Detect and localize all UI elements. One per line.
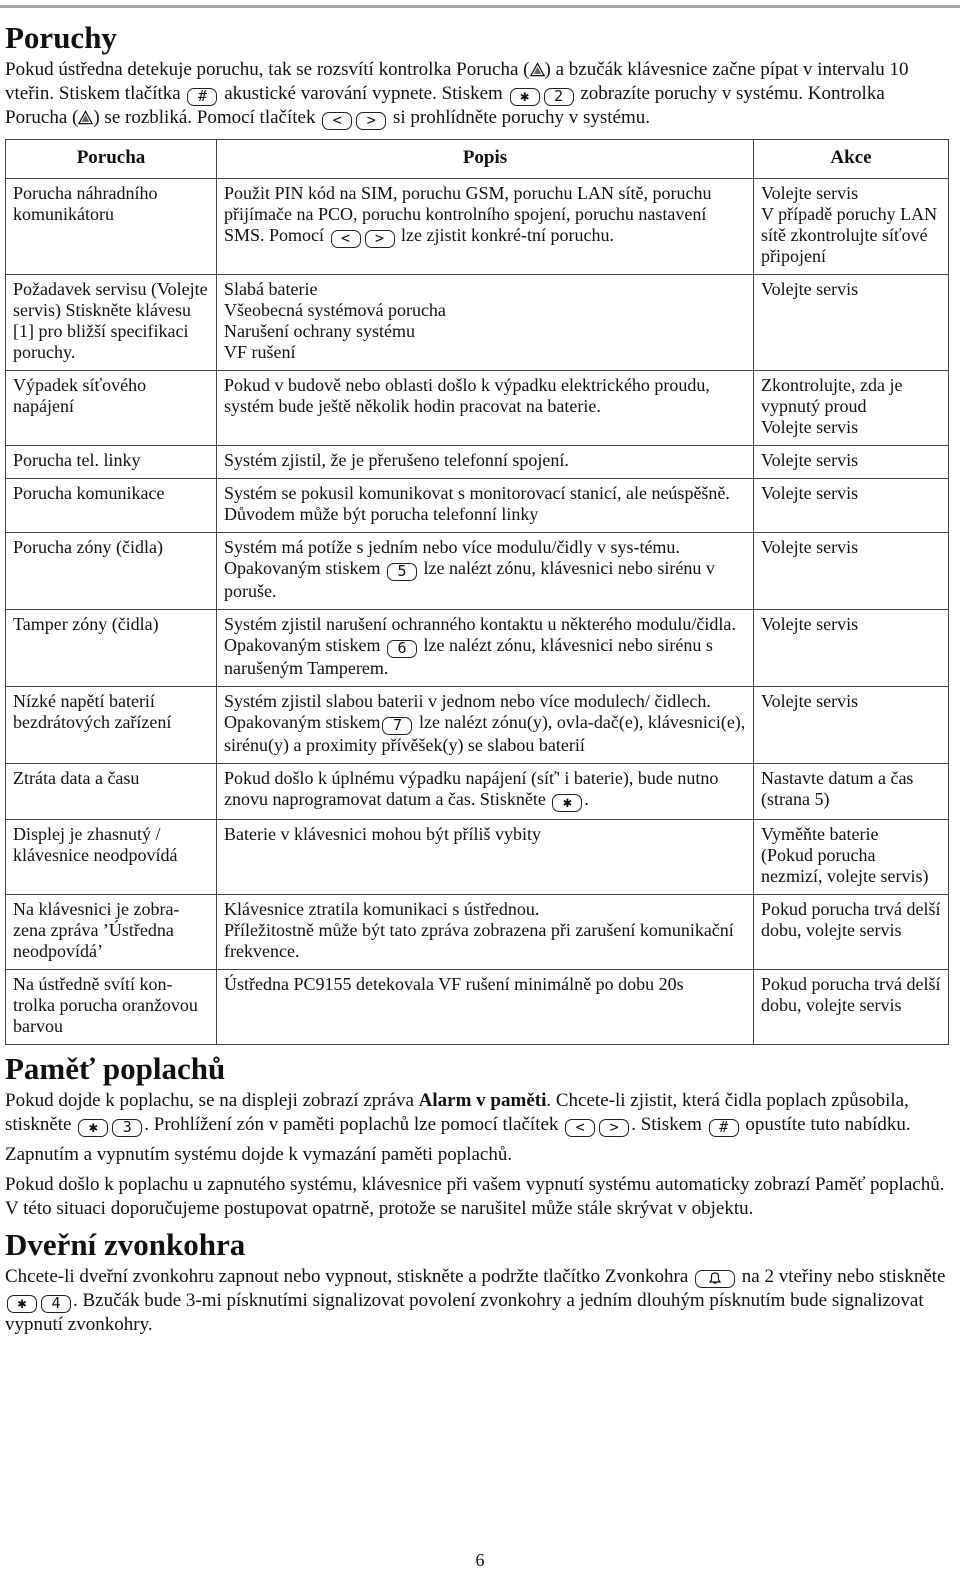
table-row — [6, 533, 949, 610]
table-row — [6, 446, 949, 479]
star-key-icon: ✱ — [552, 794, 582, 812]
table-row — [6, 970, 949, 1045]
header-porucha: Porucha — [6, 140, 217, 179]
description-cell: Systém zjistil slabou baterii v jednom nebo více modulech/ čidlech. Opakovaným stiskem 7 lze nalézt zónu(y), ovla-dač(e), klávesnici(e), sirénu(y) a proximity přívěšek(y) se slabou baterií — [217, 687, 754, 764]
fault-cell: Na klávesnici je zobra-zena zpráva ’Ústředna neodpovídá’ — [6, 895, 217, 970]
table-row — [6, 179, 949, 275]
description-cell: Ústředna PC9155 detekovala VF rušení minimálně po dobu 20s — [217, 970, 754, 1045]
alarm-memory-paragraph-2: Zapnutím a vypnutím systému dojde k vymazání paměti poplachů. — [5, 1144, 513, 1165]
warning-triangle-icon — [530, 62, 545, 77]
action-cell: Volejte servis V případě poruchy LAN sítě zkontrolujte síťové připojení — [754, 179, 949, 275]
action-cell: Volejte servis — [754, 446, 949, 479]
action-cell: Volejte servis — [754, 687, 949, 764]
table-row — [6, 764, 949, 820]
chime-bell-key-icon — [695, 1270, 735, 1288]
left-arrow-key-icon: < — [331, 230, 361, 248]
table-row — [6, 895, 949, 970]
document-page — [5, 14, 951, 1337]
section-title-pamet-poplachu: Paměť poplachů — [5, 1051, 226, 1086]
key-7-icon: 7 — [382, 717, 412, 735]
table-row — [6, 479, 949, 533]
left-arrow-key-icon: < — [322, 112, 352, 130]
fault-cell: Na ústředně svítí kon-trolka porucha oranžovou barvou — [6, 970, 217, 1045]
fault-cell: Nízké napětí baterií bezdrátových zařízení — [6, 687, 217, 764]
top-rule — [0, 5, 960, 8]
fault-cell: Porucha komunikace — [6, 479, 217, 533]
fault-table — [5, 139, 949, 1045]
fault-cell: Porucha zóny (čidla) — [6, 533, 217, 610]
table-row — [6, 820, 949, 895]
description-cell: Pokud došlo k úplnému výpadku napájení (síť' i baterie), bude nutno znovu naprogramovat datum a čas. Stiskněte ✱ . — [217, 764, 754, 820]
description-cell: Systém zjistil narušení ochranného kontaktu u některého modulu/čidla. Opakovaným stiskem 6 lze nalézt zónu, klávesnici nebo sirénu s narušeným Tamperem. — [217, 610, 754, 687]
right-arrow-key-icon: > — [599, 1119, 629, 1137]
hash-key-icon: # — [187, 88, 217, 106]
action-cell: Pokud porucha trvá delší dobu, volejte servis — [754, 895, 949, 970]
action-cell: Volejte servis — [754, 275, 949, 371]
description-cell: Použit PIN kód na SIM, poruchu GSM, poruchu LAN sítě, poruchu přijímače na PCO, poruchu kontrolního spojení, poruchu nastavení SMS. Pomocí < > lze zjistit konkré-tní poruchu. — [217, 179, 754, 275]
key-5-icon: 5 — [387, 563, 417, 581]
star-key-icon: ✱ — [78, 1119, 108, 1137]
key-2-icon: 2 — [544, 88, 574, 106]
right-arrow-key-icon: > — [356, 112, 386, 130]
alarm-memory-paragraph-1: Pokud dojde k poplachu, se na displeji zobrazí zpráva Alarm v paměti. Chcete-li zjistit, která čidla poplach způsobila, stiskněte ✱ 3 . Prohlížení zón v paměti poplachů lze pomocí tlačítek < > . Stiskem # opustíte tuto nabídku. — [5, 1090, 911, 1136]
action-cell: Volejte servis — [754, 479, 949, 533]
fault-table-header — [6, 140, 949, 179]
description-cell: Systém se pokusil komunikovat s monitorovací stanicí, ale neúspěšně. Důvodem může být porucha telefonní linky — [217, 479, 754, 533]
description-cell: Systém má potíže s jedním nebo více modulu/čidly v sys-tému. Opakovaným stiskem 5 lze nalézt zónu, klávesnici nebo sirénu v poruše. — [217, 533, 754, 610]
fault-cell: Požadavek servisu (Volejte servis) Stiskněte klávesu [1] pro bližší specifikaci poruchy. — [6, 275, 217, 371]
star-key-icon: ✱ — [510, 88, 540, 106]
key-4-icon: 4 — [41, 1295, 71, 1313]
poruchy-intro: Pokud ústředna detekuje poruchu, tak se rozsvítí kontrolka Porucha ( ) a bzučák klávesnice začne pípat v intervalu 10 vteřin. Stiskem tlačítka # akustické varování vypnete. Stiskem ✱ 2 zobrazíte poruchy v systému. Kontrolka Porucha ( ) se rozbliká. Pomocí tlačítek < > si prohlídněte poruchy v systému. — [5, 59, 909, 129]
description-cell: Systém zjistil, že je přerušeno telefonní spojení. — [217, 446, 754, 479]
description-cell: Baterie v klávesnici mohou být příliš vybity — [217, 820, 754, 895]
table-row — [6, 371, 949, 446]
header-akce: Akce — [754, 140, 949, 179]
key-3-icon: 3 — [112, 1119, 142, 1137]
section-title-dverni-zvonkohra: Dveřní zvonkohra — [5, 1227, 246, 1262]
warning-triangle-icon — [78, 110, 93, 125]
fault-cell: Výpadek síťového napájení — [6, 371, 217, 446]
header-popis: Popis — [217, 140, 754, 179]
table-row — [6, 610, 949, 687]
fault-cell: Porucha náhradního komunikátoru — [6, 179, 217, 275]
fault-cell: Porucha tel. linky — [6, 446, 217, 479]
description-cell: Klávesnice ztratila komunikaci s ústřednou. Příležitostně může být tato zpráva zobrazena při zarušení komunikační frekvence. — [217, 895, 754, 970]
right-arrow-key-icon: > — [365, 230, 395, 248]
action-cell: Zkontrolujte, zda je vypnutý proud Volejte servis — [754, 371, 949, 446]
fault-cell: Ztráta data a času — [6, 764, 217, 820]
action-cell: Volejte servis — [754, 533, 949, 610]
fault-cell: Tamper zóny (čidla) — [6, 610, 217, 687]
table-row — [6, 275, 949, 371]
section-title-poruchy: Poruchy — [5, 20, 117, 55]
description-cell: Pokud v budově nebo oblasti došlo k výpadku elektrického proudu, systém bude ještě několik hodin pracovat na baterie. — [217, 371, 754, 446]
star-key-icon: ✱ — [7, 1295, 37, 1313]
hash-key-icon: # — [709, 1119, 739, 1137]
table-row — [6, 687, 949, 764]
action-cell: Pokud porucha trvá delší dobu, volejte servis — [754, 970, 949, 1045]
action-cell: Nastavte datum a čas (strana 5) — [754, 764, 949, 820]
action-cell: Vyměňte baterie (Pokud porucha nezmizí, volejte servis) — [754, 820, 949, 895]
action-cell: Volejte servis — [754, 610, 949, 687]
description-cell: Slabá baterie Všeobecná systémová porucha Narušení ochrany systému VF rušení — [217, 275, 754, 371]
alarm-memory-paragraph-3: Pokud došlo k poplachu u zapnutého systému, klávesnice při vašem vypnutí systému automaticky zobrazí Paměť poplachů. V této situaci doporučujeme postupovat opatrně, protože se narušitel může stále skrývat v objektu. — [5, 1174, 945, 1219]
left-arrow-key-icon: < — [565, 1119, 595, 1137]
door-chime-paragraph: Chcete-li dveřní zvonkohru zapnout nebo vypnout, stiskněte a podržte tlačítko Zvonkohra na 2 vteřiny nebo stiskněte ✱ 4 . Bzučák bude 3-mi písknutími signalizovat povolení zvonkohry a jedním dlouhým písknutím bude signalizovat vypnutí zvonkohry. — [5, 1266, 946, 1335]
fault-cell: Displej je zhasnutý / klávesnice neodpovídá — [6, 820, 217, 895]
key-6-icon: 6 — [387, 640, 417, 658]
page-number: 6 — [475, 1550, 485, 1570]
